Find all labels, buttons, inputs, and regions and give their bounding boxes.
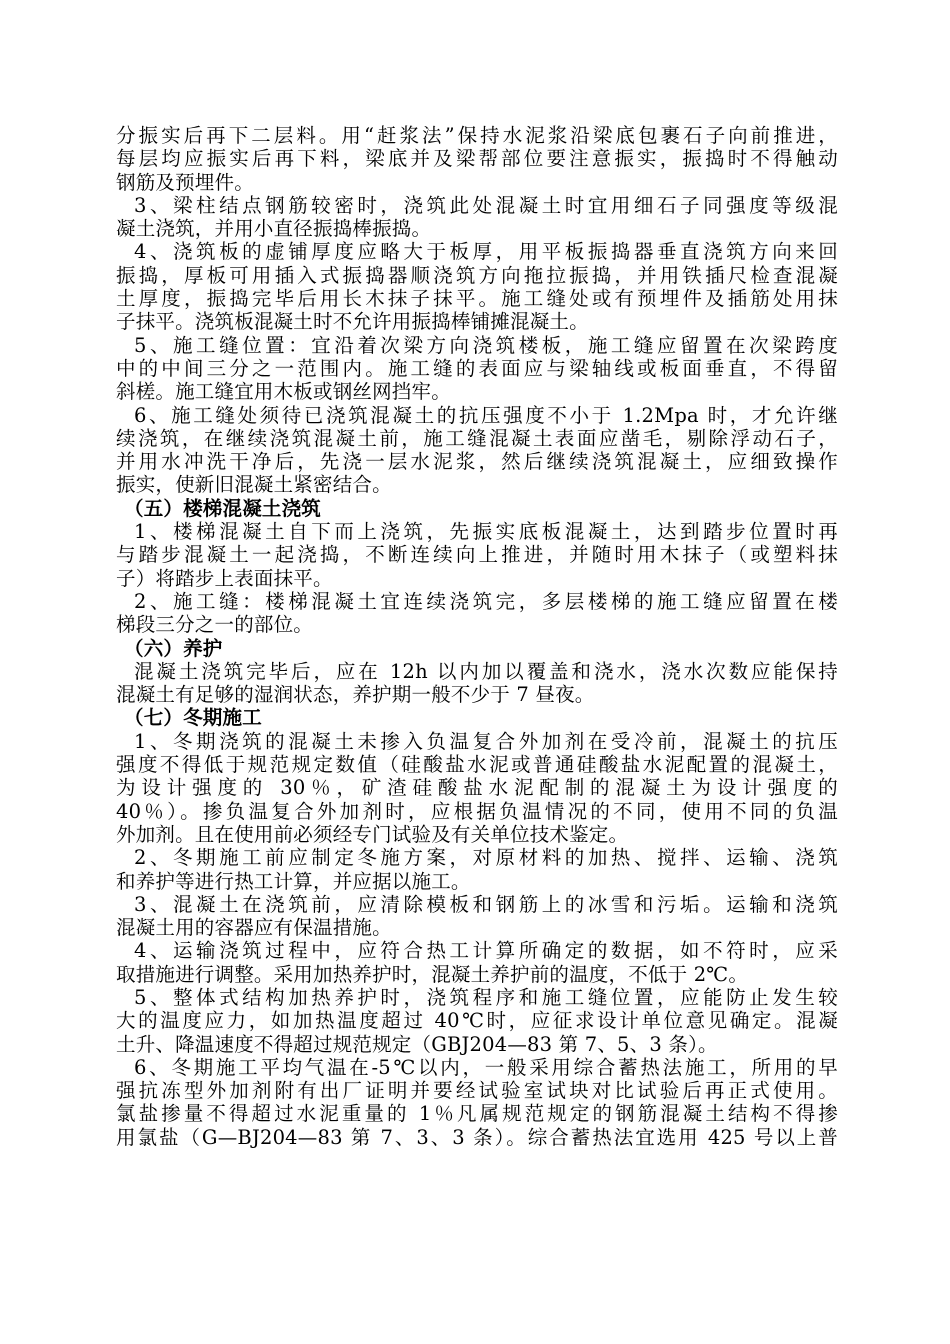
text-line: 3、梁柱结点钢筋较密时，浇筑此处混凝土时宜用细石子同强度等级混	[134, 193, 838, 217]
text-line: 斜槎。施工缝宜用木板或钢丝网挡牢。	[116, 380, 451, 404]
text-line: 外加剂。且在使用前必须经专门试验及有关单位技术鉴定。	[116, 822, 629, 846]
text-line: 大的温度应力，如加热温度超过 40℃时，应征求设计单位意见确定。混凝	[116, 1009, 838, 1033]
text-line: 土升、降温速度不得超过规范规定（GBJ204—83 第 7、5、3 条）。	[116, 1032, 718, 1056]
text-line: 3、混凝土在浇筑前，应清除模板和钢筋上的冰雪和污垢。运输和浇筑	[134, 892, 838, 916]
section-heading: （五）楼梯混凝土浇筑	[124, 496, 322, 520]
text-line: 取措施进行调整。采用加热养护时，混凝土养护前的温度，不低于 2℃。	[116, 962, 749, 986]
text-line: 强度不得低于规范规定数值（硅酸盐水泥或普通硅酸盐水泥配置的混凝土，	[116, 753, 838, 777]
text-line: 2、施工缝：楼梯混凝土宜连续浇筑完，多层楼梯的施工缝应留置在楼	[134, 589, 838, 613]
text-line: 混凝土浇筑完毕后，应在 12h 以内加以覆盖和浇水，浇水次数应能保持	[134, 659, 838, 683]
text-line: 40％）。掺负温复合外加剂时，应根据负温情况的不同，使用不同的负温	[116, 799, 838, 823]
text-line: 凝土浇筑，并用小直径振捣棒振捣。	[116, 217, 432, 241]
text-line: 4、浇筑板的虚铺厚度应略大于板厚，用平板振捣器垂直浇筑方向来回	[134, 240, 838, 264]
text-line: 1、冬期浇筑的混凝土未掺入负温复合外加剂在受冷前，混凝土的抗压	[134, 729, 838, 753]
text-line: 与踏步混凝土一起浇捣，不断连续向上推进，并随时用木抹子（或塑料抹	[116, 543, 838, 567]
text-line: 6、施工缝处须待已浇筑混凝土的抗压强度不小于 1.2Mpa 时，才允许继	[134, 403, 838, 427]
text-line: 5、整体式结构加热养护时，浇筑程序和施工缝位置，应能防止发生较	[134, 985, 838, 1009]
text-line: 分振实后再下二层料。用“赶浆法”保持水泥浆沿梁底包裹石子向前推进，	[116, 124, 838, 147]
text-line: 振实，使新旧混凝土紧密结合。	[116, 473, 392, 497]
text-line: 1、楼梯混凝土自下而上浇筑，先振实底板混凝土，达到踏步位置时再	[134, 520, 838, 544]
text-line: 梯段三分之一的部位。	[116, 613, 314, 637]
text-line: 和养护等进行热工计算，并应据以施工。	[116, 869, 471, 893]
text-line: 并用水冲洗干净后，先浇一层水泥浆，然后继续浇筑混凝土，应细致操作	[116, 450, 838, 474]
text-line: 6、冬期施工平均气温在-5℃以内，一般采用综合蓄热法施工，所用的早	[134, 1055, 838, 1079]
section-heading: （七）冬期施工	[124, 706, 262, 730]
text-line: 每层均应振实后再下料，梁底并及梁帮部位要注意振实，振捣时不得触动	[116, 147, 838, 171]
text-line: 为设计强度的 30％，矿渣硅酸盐水泥配制的混凝土为设计强度的	[116, 776, 838, 800]
text-line: 用氯盐（G—BJ204—83 第 7、3、3 条）。综合蓄热法宜选用 425 号以上普	[116, 1125, 838, 1149]
text-line: 续浇筑，在继续浇筑混凝土前，施工缝混凝土表面应凿毛，剔除浮动石子，	[116, 426, 838, 450]
text-line: 强抗冻型外加剂附有出厂证明并要经试验室试块对比试验后再正式使用。	[116, 1079, 838, 1103]
text-line: 子）将踏步上表面抹平。	[116, 566, 333, 590]
text-line: 4、运输浇筑过程中，应符合热工计算所确定的数据，如不符时，应采	[134, 939, 838, 963]
text-line: 混凝土用的容器应有保温措施。	[116, 916, 392, 940]
text-line: 2、冬期施工前应制定冬施方案，对原材料的加热、搅拌、运输、浇筑	[134, 846, 838, 870]
text-line: 土厚度，振捣完毕后用长木抹子抹平。施工缝处或有预埋件及插筋处用抹	[116, 287, 838, 311]
text-line: 子抹平。浇筑板混凝土时不允许用振捣棒铺摊混凝土。	[116, 310, 589, 334]
section-heading: （六）养护	[124, 636, 223, 660]
document-body	[116, 124, 838, 1149]
text-line: 中的中间三分之一范围内。施工缝的表面应与梁轴线或板面垂直，不得留	[116, 356, 838, 380]
text-line: 混凝土有足够的湿润状态，养护期一般不少于 7 昼夜。	[116, 683, 595, 707]
text-line: 振捣，厚板可用插入式振捣器顺浇筑方向拖拉振捣，并用铁插尺检查混凝	[116, 263, 838, 287]
text-line: 钢筋及预埋件。	[116, 170, 254, 194]
text-line: 氯盐掺量不得超过水泥重量的 1％凡属规范规定的钢筋混凝土结构不得掺	[116, 1102, 838, 1126]
text-line: 5、施工缝位置：宜沿着次梁方向浇筑楼板，施工缝应留置在次梁跨度	[134, 333, 838, 357]
